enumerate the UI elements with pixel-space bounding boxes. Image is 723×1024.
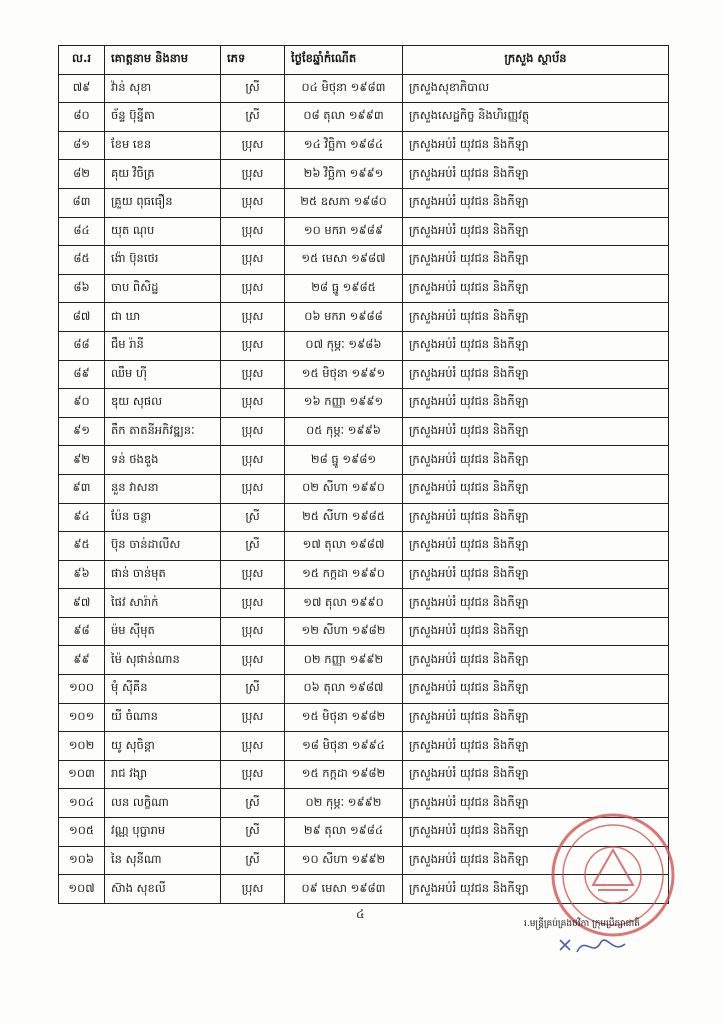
roster-table	[58, 45, 669, 904]
table-row	[59, 503, 669, 532]
header-no: ល.រ	[59, 46, 105, 75]
header-row	[59, 46, 669, 75]
row-ministry-cell: ក្រសួងអប់រំ យុវជន និងកីឡា	[403, 188, 669, 217]
row-gender-cell: ប្រុស	[221, 274, 285, 303]
row-gender-cell: ប្រុស	[221, 875, 285, 904]
row-name-cell: ស៊ាង សុខលី	[105, 875, 221, 904]
row-name-cell: ម៉ៃ សុផាន់ណាន	[105, 646, 221, 675]
table-row	[59, 274, 669, 303]
row-no-cell: ១០០	[59, 675, 105, 704]
row-no-cell: ៨១	[59, 131, 105, 160]
row-dob-cell: ០៧ កុម្ភៈ ១៩៨៦	[285, 331, 403, 360]
row-dob-cell: ០៨ តុលា ១៩៩៣	[285, 103, 403, 132]
row-name-cell: ខែម ខេន	[105, 131, 221, 160]
row-ministry-cell: ក្រសួងអប់រំ យុវជន និងកីឡា	[403, 503, 669, 532]
row-dob-cell: ២៨ ធ្នូ ១៩៨១	[285, 446, 403, 475]
table-row	[59, 474, 669, 503]
row-dob-cell: ២៩ តុលា ១៩៨៤	[285, 818, 403, 847]
table-row	[59, 446, 669, 475]
row-ministry-cell: ក្រសួងសេដ្ឋកិច្ច និងហិរញ្ញវត្ថុ	[403, 103, 669, 132]
header-dob: ថ្ងៃខែឆ្នាំកំណើត	[285, 46, 403, 75]
row-gender-cell: ប្រុស	[221, 246, 285, 275]
row-no-cell: ១០៦	[59, 846, 105, 875]
row-dob-cell: ០២ កញ្ញា ១៩៩២	[285, 646, 403, 675]
row-gender-cell: ស្រី	[221, 103, 285, 132]
row-gender-cell: ប្រុស	[221, 703, 285, 732]
row-gender-cell: ប្រុស	[221, 760, 285, 789]
row-name-cell: ម៉ម ស៊ីមុត	[105, 617, 221, 646]
row-no-cell: ១០៣	[59, 760, 105, 789]
row-ministry-cell: ក្រសួងអប់រំ យុវជន និងកីឡា	[403, 446, 669, 475]
row-dob-cell: ០២ កុម្ភៈ ១៩៩២	[285, 789, 403, 818]
row-ministry-cell: ក្រសួងអប់រំ យុវជន និងកីឡា	[403, 160, 669, 189]
row-name-cell: យូ សុចិន្តា	[105, 732, 221, 761]
row-no-cell: ៨៤	[59, 217, 105, 246]
row-ministry-cell: ក្រសួងអប់រំ យុវជន និងកីឡា	[403, 703, 669, 732]
row-no-cell: ៨៩	[59, 360, 105, 389]
row-dob-cell: ១៥ កក្កដា ១៩៨២	[285, 760, 403, 789]
row-name-cell: គ្រួយ ពុធធឿន	[105, 188, 221, 217]
row-gender-cell: ប្រុស	[221, 474, 285, 503]
row-dob-cell: ២៥ ឧសភា ១៩៨០	[285, 188, 403, 217]
row-name-cell: វ៉ាន់ សុខា	[105, 74, 221, 103]
row-no-cell: ៧៩	[59, 74, 105, 103]
row-no-cell: ៩៩	[59, 646, 105, 675]
row-ministry-cell: ក្រសួងអប់រំ យុវជន និងកីឡា	[403, 389, 669, 418]
row-ministry-cell: ក្រសួងអប់រំ យុវជន និងកីឡា	[403, 646, 669, 675]
row-ministry-cell: ក្រសួងអប់រំ យុវជន និងកីឡា	[403, 131, 669, 160]
table-row	[59, 331, 669, 360]
row-dob-cell: ១៥ មិថុនា ១៩៩១	[285, 360, 403, 389]
row-dob-cell: ១៥ កក្កដា ១៩៩០	[285, 560, 403, 589]
table-row	[59, 389, 669, 418]
row-no-cell: ១០១	[59, 703, 105, 732]
table-row	[59, 732, 669, 761]
row-dob-cell: ១៦ កញ្ញា ១៩៩១	[285, 389, 403, 418]
row-dob-cell: ១០ សីហា ១៩៩២	[285, 846, 403, 875]
row-ministry-cell: ក្រសួងអប់រំ យុវជន និងកីឡា	[403, 589, 669, 618]
row-no-cell: ៩៤	[59, 503, 105, 532]
row-no-cell: ៨០	[59, 103, 105, 132]
row-gender-cell: ប្រុស	[221, 646, 285, 675]
row-no-cell: ៩២	[59, 446, 105, 475]
table-row	[59, 617, 669, 646]
row-name-cell: មុំ ស៊ីគីន	[105, 675, 221, 704]
row-name-cell: យី ចំណាន	[105, 703, 221, 732]
row-no-cell: ៩៣	[59, 474, 105, 503]
table-row	[59, 589, 669, 618]
row-dob-cell: ០៥ កុម្ភៈ ១៩៩៦	[285, 417, 403, 446]
row-dob-cell: ២៦ វិច្ឆិកា ១៩៩១	[285, 160, 403, 189]
row-dob-cell: ១៧ តុលា ១៩៩០	[285, 589, 403, 618]
row-no-cell: ៩១	[59, 417, 105, 446]
row-dob-cell: ១៧ តុលា ១៩៨៧	[285, 532, 403, 561]
row-gender-cell: ប្រុស	[221, 589, 285, 618]
row-no-cell: ១០៥	[59, 818, 105, 847]
row-gender-cell: ប្រុស	[221, 131, 285, 160]
row-gender-cell: ប្រុស	[221, 417, 285, 446]
row-gender-cell: ប្រុស	[221, 617, 285, 646]
header-gender: ភេទ	[221, 46, 285, 75]
row-name-cell: ង៉ោ ប៊ុនថេរ	[105, 246, 221, 275]
row-dob-cell: ០៦ មករា ១៩៨៨	[285, 303, 403, 332]
row-dob-cell: ០២ សីហា ១៩៩០	[285, 474, 403, 503]
row-dob-cell: ១២ សីហា ១៩៨២	[285, 617, 403, 646]
row-name-cell: ប៊ុន ចាន់ដាលីស	[105, 532, 221, 561]
row-ministry-cell: ក្រសួងអប់រំ យុវជន និងកីឡា	[403, 560, 669, 589]
row-ministry-cell: ក្រសួងអប់រំ យុវជន និងកីឡា	[403, 732, 669, 761]
row-name-cell: ជឹម រ៉ានី	[105, 331, 221, 360]
row-name-cell: តឹក តាតនីអភិវឌ្ឍនៈ	[105, 417, 221, 446]
row-gender-cell: ប្រុស	[221, 160, 285, 189]
row-ministry-cell: ក្រសួងអប់រំ យុវជន និងកីឡា	[403, 760, 669, 789]
row-no-cell: ១០៧	[59, 875, 105, 904]
row-dob-cell: ២៥ សីហា ១៩៨៥	[285, 503, 403, 532]
row-name-cell: គុយ វិចិត្រ	[105, 160, 221, 189]
row-name-cell: វណ្ណ បុប្ផារាម	[105, 818, 221, 847]
row-name-cell: នៃ សុនីណា	[105, 846, 221, 875]
signature-mark	[555, 930, 635, 960]
row-no-cell: ១០២	[59, 732, 105, 761]
table-row	[59, 303, 669, 332]
row-no-cell: ៩០	[59, 389, 105, 418]
table-row	[59, 217, 669, 246]
row-no-cell: ៨៥	[59, 246, 105, 275]
row-dob-cell: ១៨ មិថុនា ១៩៩៤	[285, 732, 403, 761]
table-row	[59, 246, 669, 275]
row-ministry-cell: ក្រសួងអប់រំ យុវជន និងកីឡា	[403, 617, 669, 646]
table-row	[59, 703, 669, 732]
row-name-cell: ទន់ ថងឌួង	[105, 446, 221, 475]
row-gender-cell: ប្រុស	[221, 560, 285, 589]
table-row	[59, 675, 669, 704]
row-gender-cell: ស្រី	[221, 675, 285, 704]
row-no-cell: ១០៤	[59, 789, 105, 818]
row-gender-cell: ប្រុស	[221, 732, 285, 761]
row-dob-cell: ០៩ មេសា ១៩៨៣	[285, 875, 403, 904]
row-gender-cell: ស្រី	[221, 818, 285, 847]
row-dob-cell: ១៤ វិច្ឆិកា ១៩៨៤	[285, 131, 403, 160]
table-row	[59, 417, 669, 446]
row-name-cell: ឌុយ សុផល	[105, 389, 221, 418]
signature-caption: រ.មន្ត្រីគ្រប់គ្រងថវិកា ក្រុមប្រឹក្សាជាតិ	[524, 919, 640, 929]
row-gender-cell: ស្រី	[221, 846, 285, 875]
table-row	[59, 131, 669, 160]
row-no-cell: ៨២	[59, 160, 105, 189]
row-dob-cell: ១៥ មេសា ១៩៨៧	[285, 246, 403, 275]
row-dob-cell: ០៦ តុលា ១៩៨៧	[285, 675, 403, 704]
row-ministry-cell: ក្រសួងអប់រំ យុវជន និងកីឡា	[403, 360, 669, 389]
row-no-cell: ៨៣	[59, 188, 105, 217]
row-ministry-cell: ក្រសួងអប់រំ យុវជន និងកីឡា	[403, 274, 669, 303]
row-ministry-cell: ក្រសួងអប់រំ យុវជន និងកីឡា	[403, 331, 669, 360]
row-dob-cell: ២៨ ធ្នូ ១៩៨៥	[285, 274, 403, 303]
roster-body	[59, 74, 669, 903]
row-no-cell: ៨៨	[59, 331, 105, 360]
header-name: គោត្តនាម និងនាម	[105, 46, 221, 75]
row-name-cell: ឈឹម ហ៊ី	[105, 360, 221, 389]
row-dob-cell: ០៤ មិថុនា ១៩៨៣	[285, 74, 403, 103]
row-gender-cell: ស្រី	[221, 532, 285, 561]
table-row	[59, 160, 669, 189]
row-dob-cell: ១០ មករា ១៩៨៩	[285, 217, 403, 246]
row-name-cell: ផៃវ សារ៉ាក់	[105, 589, 221, 618]
row-gender-cell: ប្រុស	[221, 188, 285, 217]
row-ministry-cell: ក្រសួងអប់រំ យុវជន និងកីឡា	[403, 846, 669, 875]
row-name-cell: នួន វាសនា	[105, 474, 221, 503]
row-no-cell: ៨៧	[59, 303, 105, 332]
table-row	[59, 560, 669, 589]
table-row	[59, 103, 669, 132]
row-gender-cell: ប្រុស	[221, 331, 285, 360]
table-row	[59, 360, 669, 389]
row-ministry-cell: ក្រសួងអប់រំ យុវជន និងកីឡា	[403, 217, 669, 246]
row-name-cell: ចាប ពិសិដ្ឋ	[105, 274, 221, 303]
row-name-cell: លន លក្ខិណា	[105, 789, 221, 818]
page-number: ៤	[356, 907, 365, 921]
row-ministry-cell: ក្រសួងអប់រំ យុវជន និងកីឡា	[403, 875, 669, 904]
row-gender-cell: ស្រី	[221, 503, 285, 532]
table-row	[59, 532, 669, 561]
row-ministry-cell: ក្រសួងអប់រំ យុវជន និងកីឡា	[403, 303, 669, 332]
row-ministry-cell: ក្រសួងអប់រំ យុវជន និងកីឡា	[403, 789, 669, 818]
row-ministry-cell: ក្រសួងអប់រំ យុវជន និងកីឡា	[403, 417, 669, 446]
row-name-cell: ប៉ែន ចន្ថា	[105, 503, 221, 532]
row-gender-cell: ប្រុស	[221, 303, 285, 332]
row-no-cell: ៩៥	[59, 532, 105, 561]
row-ministry-cell: ក្រសួងអប់រំ យុវជន និងកីឡា	[403, 474, 669, 503]
row-no-cell: ៩៨	[59, 617, 105, 646]
row-name-cell: ច័ន្ទ ប៊ុន្នីតា	[105, 103, 221, 132]
row-name-cell: យុត ណុប	[105, 217, 221, 246]
row-gender-cell: ប្រុស	[221, 446, 285, 475]
row-no-cell: ៨៦	[59, 274, 105, 303]
table-row	[59, 188, 669, 217]
row-ministry-cell: ក្រសួងអប់រំ យុវជន និងកីឡា	[403, 675, 669, 704]
row-gender-cell: ប្រុស	[221, 217, 285, 246]
row-ministry-cell: ក្រសួងអប់រំ យុវជន និងកីឡា	[403, 532, 669, 561]
row-ministry-cell: ក្រសួងអប់រំ យុវជន និងកីឡា	[403, 246, 669, 275]
row-gender-cell: ស្រី	[221, 74, 285, 103]
row-name-cell: ផាន់ ចាន់មុត	[105, 560, 221, 589]
row-ministry-cell: ក្រសួងអប់រំ យុវជន និងកីឡា	[403, 818, 669, 847]
header-ministry: ក្រសួង ស្ថាប័ន	[403, 46, 669, 75]
row-gender-cell: ស្រី	[221, 789, 285, 818]
row-gender-cell: ប្រុស	[221, 360, 285, 389]
table-row	[59, 646, 669, 675]
row-ministry-cell: ក្រសួងសុខាភិបាល	[403, 74, 669, 103]
row-name-cell: រាជ វង្សា	[105, 760, 221, 789]
row-gender-cell: ប្រុស	[221, 389, 285, 418]
row-name-cell: ជា ឃា	[105, 303, 221, 332]
row-no-cell: ៩៧	[59, 589, 105, 618]
row-no-cell: ៩៦	[59, 560, 105, 589]
table-row	[59, 74, 669, 103]
table-row	[59, 760, 669, 789]
row-dob-cell: ១៥ មិថុនា ១៩៨២	[285, 703, 403, 732]
